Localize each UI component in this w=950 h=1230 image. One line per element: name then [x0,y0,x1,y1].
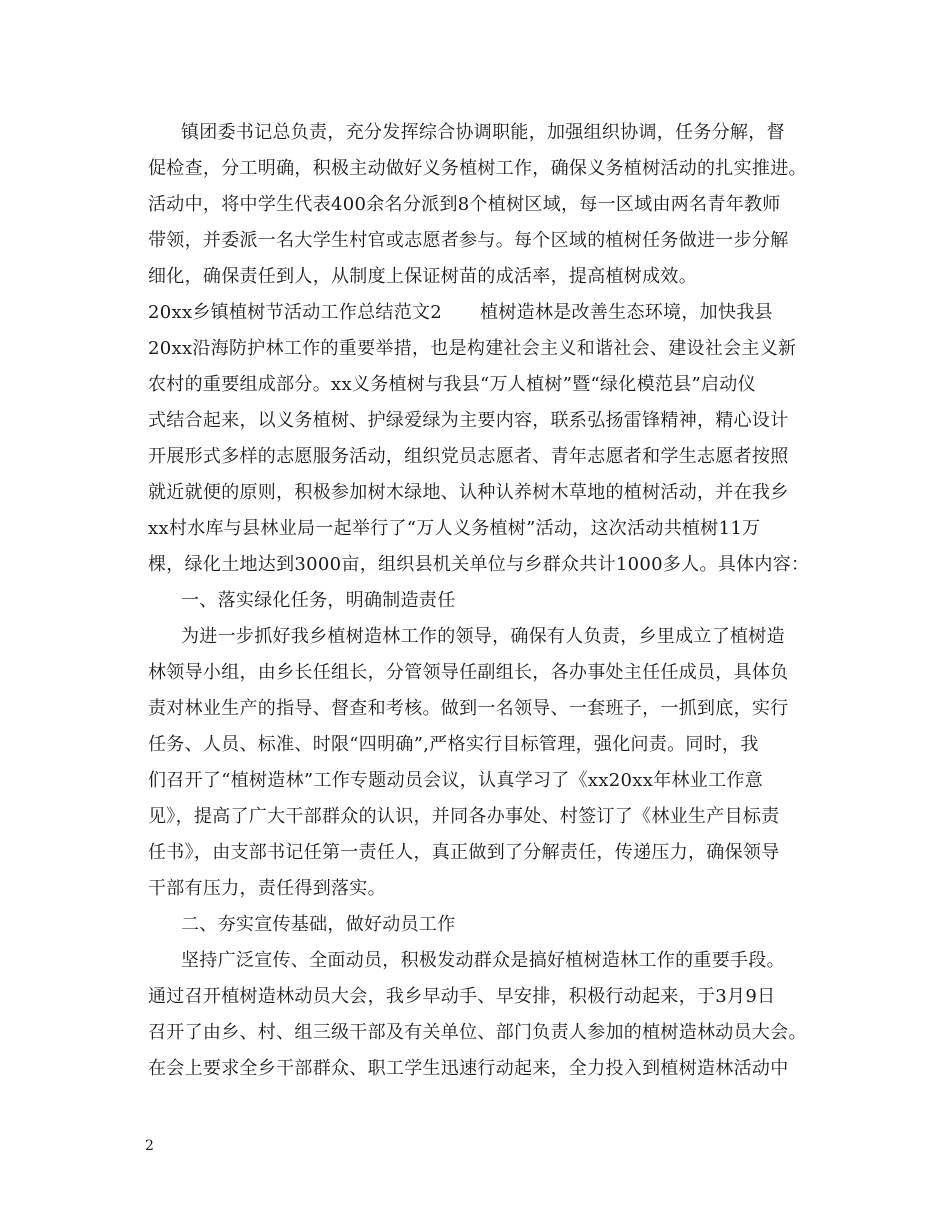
paragraph-line: 开展形式多样的志愿服务活动，组织党员志愿者、青年志愿者和学生志愿者按照 [148,446,789,467]
paragraph-line: 活动中，将中学生代表400余名分派到8个植树区域，每一区域由两名青年教师 [148,194,781,215]
paragraph-line: 林领导小组，由乡长任组长，分管领导任副组长，各办事处主任任成员，具体负 [148,662,789,683]
paragraph-line: 责对林业生产的指导、督查和考核。做到一名领导、一套班子，一抓到底，实行 [148,698,789,719]
paragraph-line: 任务、人员、标准、时限“四明确”,严格实行目标管理，强化问责。同时，我 [148,734,759,755]
article-title: 20xx乡镇植树节活动工作总结范文2 [148,302,443,323]
paragraph-line: 干部有压力，责任得到落实。 [148,878,386,899]
paragraph-line: 们召开了“植树造林”工作专题动员会议，认真学习了《xx20xx年林业工作意 [148,770,764,791]
section-heading-1: 一、落实绿化任务，明确制造责任 [181,590,456,611]
paragraph-line: 通过召开植树造林动员大会，我乡早动手、早安排，积极行动起来，于3月9日 [148,986,776,1007]
paragraph-line: 镇团委书记总负责，充分发挥综合协调职能，加强组织协调，任务分解，督 [181,122,785,143]
paragraph-line: 带领，并委派一名大学生村官或志愿者参与。每个区域的植树任务做进一步分解 [148,230,789,251]
paragraph-line: 农村的重要组成部分。xx义务植树与我县“万人植树”暨“绿化模范县”启动仪 [148,374,756,395]
paragraph-text: 植树造林是改善生态环境，加快我县 [480,302,773,323]
paragraph-line: 式结合起来，以义务植树、护绿爱绿为主要内容，联系弘扬雷锋精神，精心设计 [148,410,789,431]
paragraph-line: 坚持广泛宣传、全面动员，积极发动群众是搞好植树造林工作的重要手段。 [181,950,785,971]
paragraph-line: 见》，提高了广大干部群众的认识，并同各办事处、村签订了《林业生产目标责 [148,806,780,827]
paragraph-line: xx村水库与县林业局一起举行了“万人义务植树”活动，这次活动共植树11万 [148,518,761,539]
article-title-line [148,301,773,325]
paragraph-line: 在会上要求全乡干部群众、职工学生迅速行动起来，全力投入到植树造林活动中 [148,1058,789,1079]
paragraph-line: 召开了由乡、村、组三级干部及有关单位、部门负责人参加的植树造林动员大会。 [148,1022,807,1043]
paragraph-line: 20xx沿海防护林工作的重要举措，也是构建社会主义和谐社会、建设社会主义新 [148,338,797,359]
paragraph-line: 细化，确保责任到人，从制度上保证树苗的成活率，提高植树成效。 [148,266,697,287]
paragraph-line: 就近就便的原则，积极参加树木绿地、认种认养树木草地的植树活动，并在我乡 [148,482,789,503]
page-number: 2 [145,1138,154,1154]
section-heading-2: 二、夯实宣传基础，做好动员工作 [181,914,456,935]
paragraph-line: 任书》，由支部书记任第一责任人，真正做到了分解责任，传递压力，确保领导 [148,842,780,863]
paragraph-line: 棵，绿化土地达到3000亩，组织县机关单位与乡群众共计1000多人。具体内容： [148,554,810,575]
paragraph-line: 为进一步抓好我乡植树造林工作的领导，确保有人负责，乡里成立了植树造 [181,626,785,647]
paragraph-line: 促检查，分工明确，积极主动做好义务植树工作，确保义务植树活动的扎实推进。 [148,158,807,179]
